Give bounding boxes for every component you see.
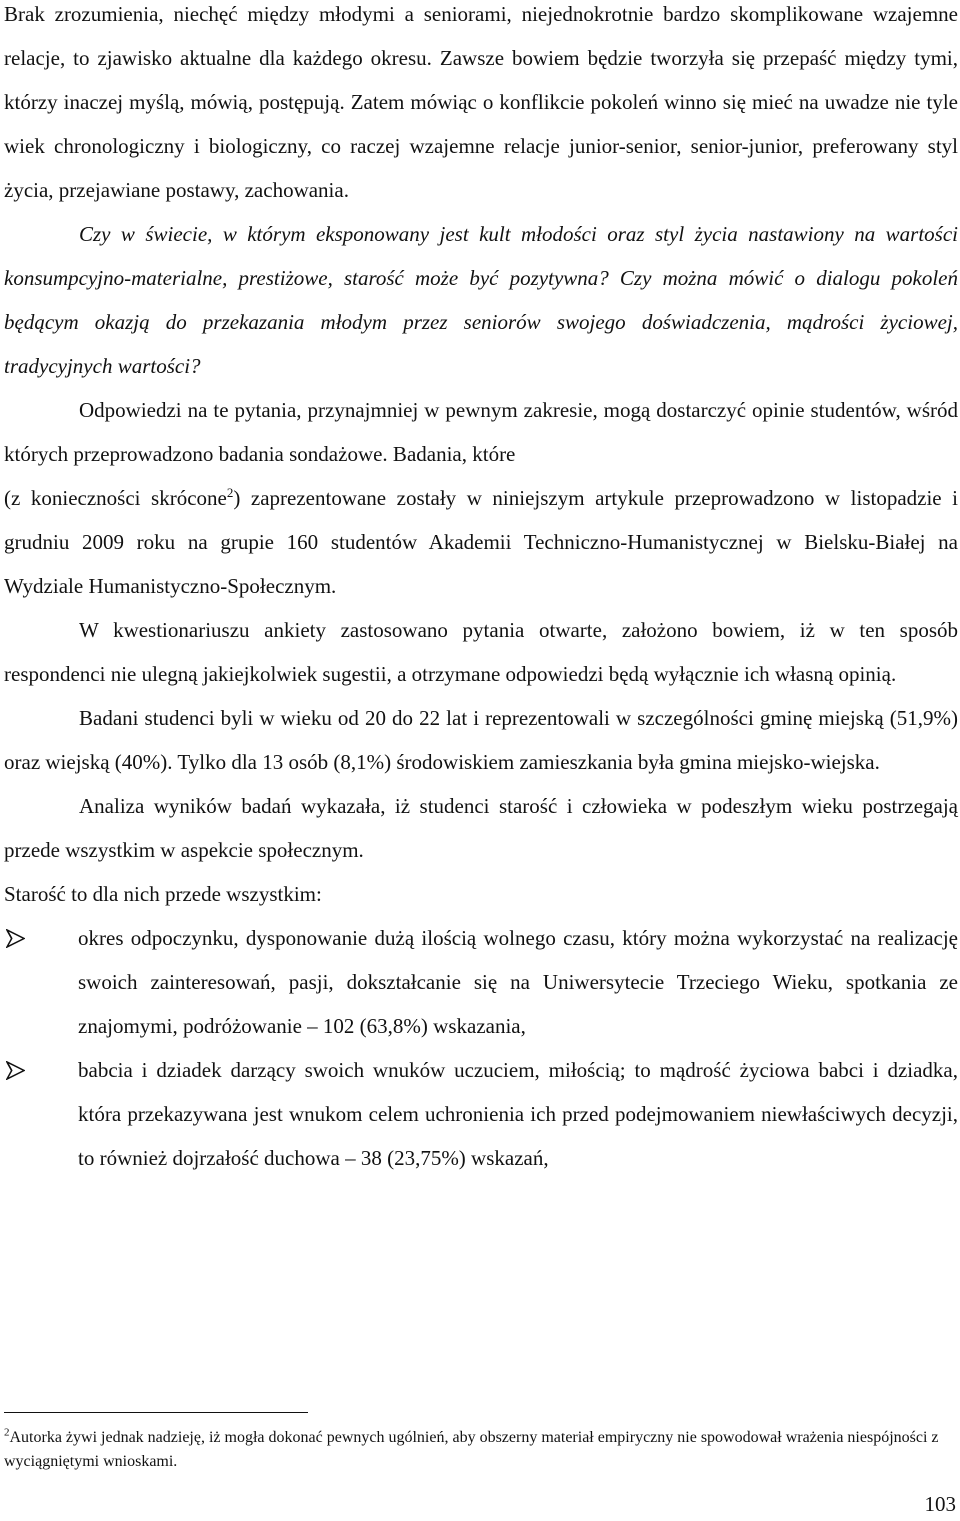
arrowhead-bullet-icon	[6, 1061, 25, 1080]
paragraph-answers-text: Odpowiedzi na te pytania, przynajmniej w pewnym zakresie, mogą dostarczyć opinie studentów, wśród których przeprowadzono badania sondażowe. Badania, które	[4, 398, 958, 466]
list-item	[4, 1048, 958, 1180]
page-number: 103	[924, 1492, 956, 1516]
bullet-list	[4, 916, 958, 1180]
study-text-before-ref: (z konieczności skrócone	[4, 486, 227, 510]
paragraph-answers	[4, 388, 958, 608]
paragraph-list-intro: Starość to dla nich przede wszystkim:	[4, 882, 322, 906]
footnote-text: Autorka żywi jednak nadzieję, iż mogła dokonać pewnych ugólnień, aby obszerny materiał empiryczny nie spowodował wrażenia niespójności z wyciągniętymi wnioskami.	[4, 1429, 939, 1470]
footnote-separator	[4, 1412, 308, 1413]
footnote	[4, 1426, 944, 1474]
paragraph-questions: Czy w świecie, w którym eksponowany jest kult młodości oraz styl życia nastawiony na wartości konsumpcyjno-materialne, prestiżowe, starość może być pozytywna? Czy można mówić o dialogu pokoleń będącym okazją do przekazania młodym przez seniorów swojego doświadczenia, mądrości życiowej, tradycyjnych wartości?	[4, 222, 958, 378]
paragraph-analysis: Analiza wyników badań wykazała, iż studenci starość i człowieka w podeszłym wieku postrzegają przede wszystkim w aspekcie społecznym.	[4, 794, 958, 862]
list-item-text: babcia i dziadek darzący swoich wnuków uczuciem, miłością; to mądrość życiowa babci i dziadka, która przekazywana jest wnukom celem uchronienia ich przed podejmowaniem niewłaściwych decyzji, to również dojrzałość duchowa – 38 (23,75%) wskazań,	[78, 1058, 958, 1170]
paragraph-respondents: Badani studenci byli w wieku od 20 do 22 lat i reprezentowali w szczególności gminę miejską (51,9%) oraz wiejską (40%). Tylko dla 13 osób (8,1%) środowiskiem zamieszkania była gmina miejsko-wiejska.	[4, 706, 958, 774]
study-text-after-ref: ) zaprezentowane zostały w niniejszym artykule przeprowadzono w listopadzie i grudniu 2009 roku na grupie 160 studentów Akademii Techniczno-Humanistycznej w Bielsku-Białej na Wydziale Humanistyczno-Społecznym.	[4, 486, 958, 598]
footnote-reference[interactable]: 2	[226, 485, 234, 500]
footnote-mark: 2	[4, 1426, 10, 1439]
document-body	[4, 0, 958, 1180]
list-item-text: okres odpoczynku, dysponowanie dużą ilością wolnego czasu, który można wykorzystać na realizację swoich zainteresowań, pasji, dokształcanie się na Uniwersytecie Trzeciego Wieku, spotkania ze znajomymi, podróżowanie – 102 (63,8%) wskazania,	[78, 926, 958, 1038]
paragraph-intro: Brak zrozumienia, niechęć między młodymi a seniorami, niejednokrotnie bardzo skomplikowane wzajemne relacje, to zjawisko aktualne dla każdego okresu. Zawsze bowiem będzie tworzyła się przepaść między tymi, którzy inaczej myślą, mówią, postępują. Zatem mówiąc o konflikcie pokoleń winno się mieć na uwadze nie tyle wiek chronologiczny i biologiczny, co raczej wzajemne relacje junior-senior, senior-junior, preferowany styl życia, przejawiane postawy, zachowania.	[4, 2, 958, 202]
list-item	[4, 916, 958, 1048]
arrowhead-bullet-icon	[6, 929, 25, 948]
paragraph-questionnaire: W kwestionariuszu ankiety zastosowano pytania otwarte, założono bowiem, iż w ten sposób respondenci nie ulegną jakiejkolwiek sugestii, a otrzymane odpowiedzi będą wyłącznie ich własną opinią.	[4, 618, 958, 686]
